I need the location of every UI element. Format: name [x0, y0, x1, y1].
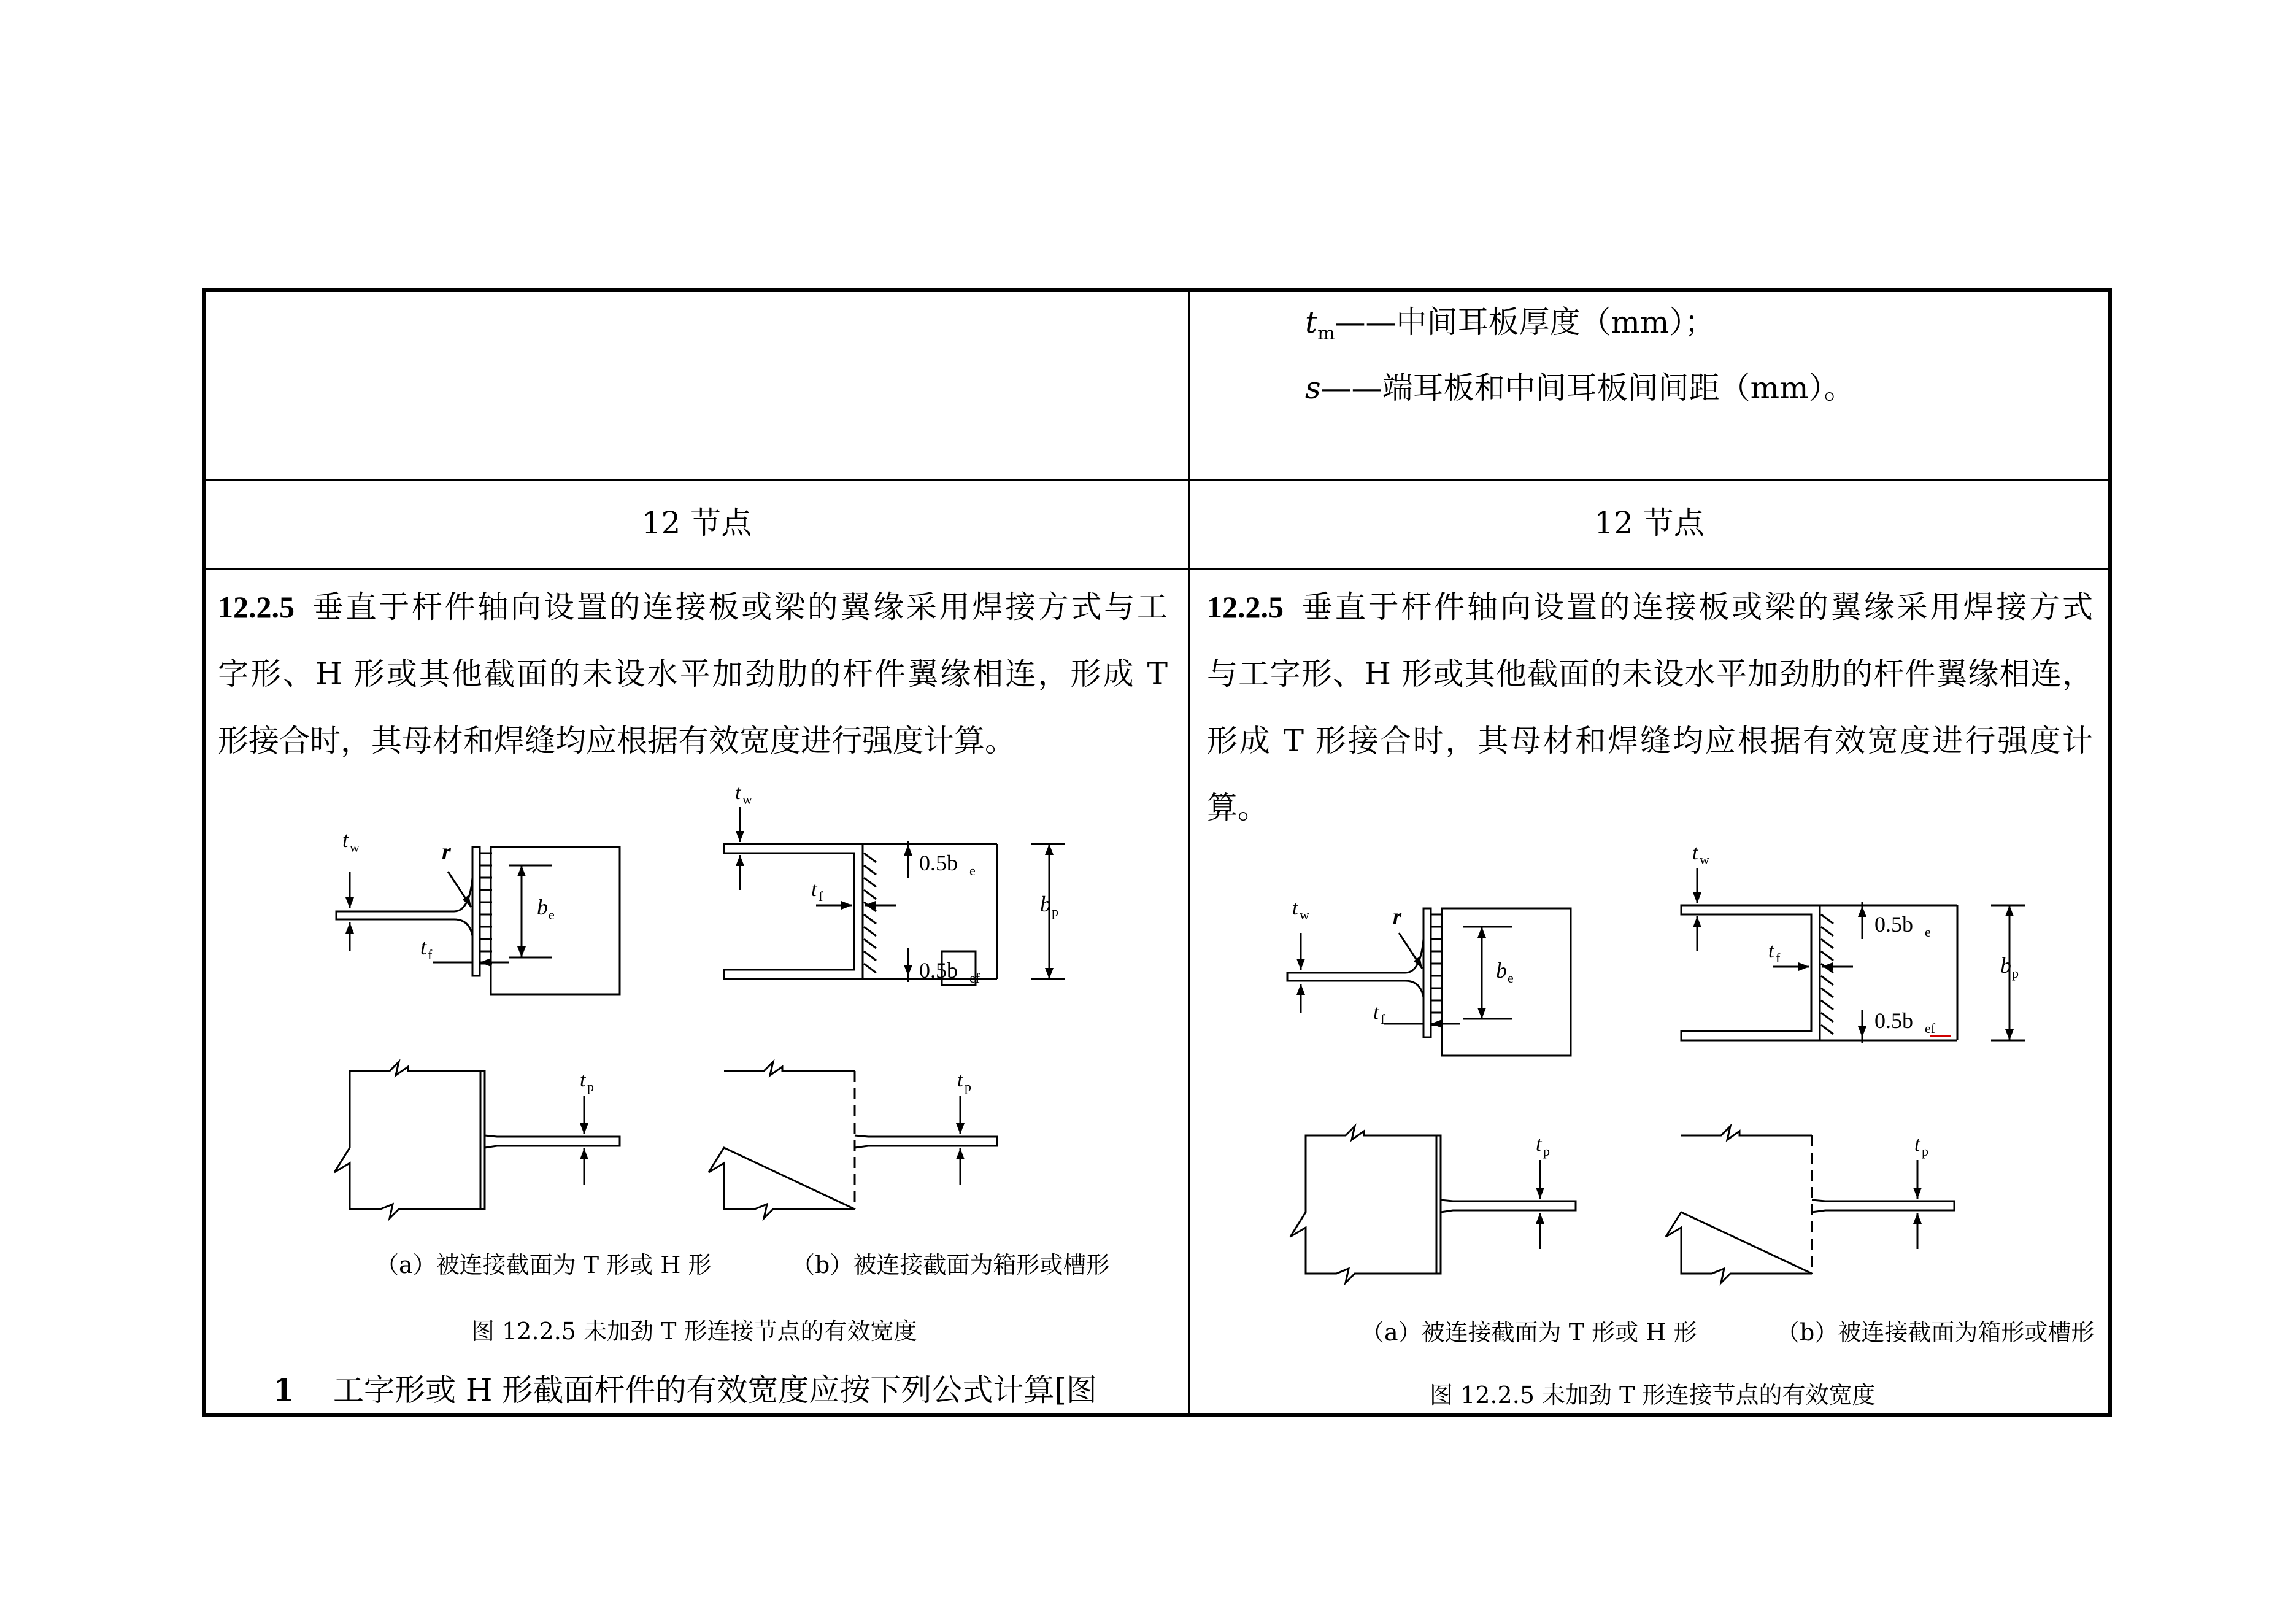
right-caption-a: （a）被连接截面为 T 形或 H 形 [1361, 1319, 1697, 1346]
left-figure-title: 图 12.2.5 未加劲 T 形连接节点的有效宽度 [471, 1318, 917, 1345]
svg-text:p: p [1052, 904, 1058, 919]
svg-text:0.5b: 0.5b [1874, 912, 1913, 937]
svg-text:0.5b: 0.5b [919, 958, 958, 983]
svg-text:t: t [1768, 940, 1774, 962]
svg-text:0.5b: 0.5b [919, 851, 958, 875]
right-caption-b: （b）被连接截面为箱形或槽形 [1776, 1319, 2095, 1346]
left-figure-a-elevation [331, 1062, 638, 1221]
svg-text:t: t [420, 935, 427, 959]
right-figure-b-plan [1675, 841, 2055, 1050]
left-caption-a: （a）被连接截面为 T 形或 H 形 [376, 1251, 712, 1278]
left-clause-paragraph: 12.2.5 垂直于杆件轴向设置的连接板或梁的翼缘采用焊接方式与工 字形、H 形或其他截面的未设水平加劲肋的杆件翼缘相连，形成 T 形接合时，其母材和焊缝均应根据有效宽度进行强度计算。 [218, 589, 1168, 759]
left-item-number: 1 [273, 1372, 295, 1408]
svg-text:t: t [1692, 841, 1698, 864]
svg-text:t: t [1914, 1133, 1920, 1156]
svg-text:t: t [1536, 1133, 1542, 1156]
svg-text:p: p [965, 1079, 971, 1094]
right-figure-title: 图 12.2.5 未加劲 T 形连接节点的有效宽度 [1430, 1382, 1876, 1409]
left-item-text: 工字形或 H 形截面杆件的有效宽度应按下列公式计算[图 [333, 1372, 1097, 1408]
svg-text:t: t [580, 1069, 586, 1091]
svg-text:t: t [1292, 897, 1298, 919]
svg-text:e: e [1508, 970, 1514, 986]
svg-text:e: e [1925, 924, 1931, 940]
svg-text:ef: ef [969, 970, 980, 986]
svg-text:f: f [819, 889, 823, 904]
svg-text:b: b [537, 895, 548, 919]
column-divider [1188, 288, 1190, 1417]
definition-tm: $t_m——$中间耳板厚度（mm）； [1305, 304, 1716, 344]
svg-text:b: b [2000, 953, 2011, 978]
row-divider-1 [202, 479, 2112, 481]
svg-text:p: p [1543, 1143, 1550, 1159]
svg-text:p: p [2012, 965, 2019, 981]
svg-text:f: f [1381, 1011, 1385, 1027]
right-clause-paragraph: 12.2.5 垂直于杆件轴向设置的连接板或梁的翼缘采用焊接方式 与工字形、H 形或其他截面的未设水平加劲肋的杆件翼缘相连， 形成 T 形接合时，其母材和焊缝均应根据有效宽度进行强度计 算。 [1207, 589, 2093, 826]
svg-text:t: t [1373, 1001, 1379, 1024]
svg-text:f: f [1776, 950, 1781, 965]
svg-text:p: p [587, 1079, 594, 1094]
left-clause-number: 12.2.5 [218, 590, 295, 624]
left-figure-a-plan [319, 816, 663, 1000]
svg-text:w: w [1700, 852, 1709, 867]
svg-text:t: t [342, 827, 349, 852]
svg-text:r: r [442, 839, 451, 865]
svg-text:t: t [811, 878, 817, 901]
svg-text:ef: ef [1925, 1021, 1936, 1036]
svg-text:b: b [1496, 958, 1507, 983]
right-chapter-heading: 12 节点 [1594, 505, 1705, 541]
svg-text:f: f [428, 947, 433, 962]
right-clause-number: 12.2.5 [1207, 590, 1284, 624]
left-figure-b-elevation [706, 1062, 1012, 1221]
svg-text:w: w [350, 840, 360, 855]
svg-text:r: r [1393, 904, 1402, 929]
right-figure-b-elevation [1663, 1126, 1970, 1286]
right-figure-a-plan [1270, 878, 1614, 1062]
row-divider-2 [202, 568, 2112, 570]
left-figure-b-plan [718, 773, 1086, 994]
svg-text:t: t [735, 781, 741, 804]
right-figure-a-elevation [1287, 1126, 1594, 1286]
left-caption-b: （b）被连接截面为箱形或槽形 [792, 1251, 1110, 1278]
left-chapter-heading: 12 节点 [641, 505, 752, 541]
svg-text:w: w [1300, 907, 1309, 922]
svg-text:e: e [969, 863, 976, 878]
svg-text:t: t [957, 1069, 963, 1091]
svg-text:e: e [549, 907, 555, 922]
svg-text:b: b [1040, 892, 1051, 916]
definition-s: s——端耳板和中间耳板间间距（mm）。 [1305, 370, 1855, 406]
svg-text:w: w [742, 792, 752, 807]
svg-text:p: p [1922, 1143, 1928, 1159]
svg-text:0.5b: 0.5b [1874, 1008, 1913, 1033]
